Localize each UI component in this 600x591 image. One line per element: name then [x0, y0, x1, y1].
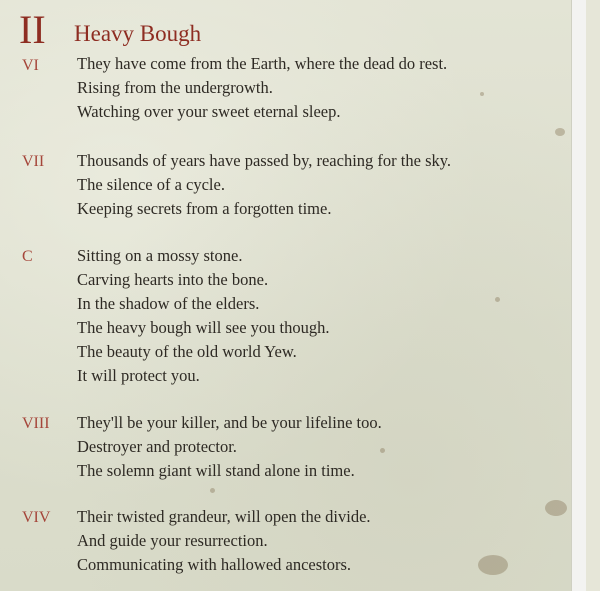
lyric-line: The heavy bough will see you though.	[77, 318, 330, 337]
lyric-line: The solemn giant will stand alone in time.	[77, 461, 355, 480]
lyric-line: In the shadow of the elders.	[77, 294, 260, 313]
stanza-text	[77, 149, 451, 221]
lyric-line: Carving hearts into the bone.	[77, 270, 269, 289]
stanza-label: VII	[22, 153, 45, 170]
lyric-line: Rising from the undergrowth.	[77, 78, 273, 97]
page-edge	[571, 0, 586, 591]
lyric-line: The silence of a cycle.	[77, 175, 225, 194]
lyric-line: Keeping secrets from a forgotten time.	[77, 199, 332, 218]
lyric-line: They'll be your killer, and be your lifeline too.	[77, 413, 382, 432]
stain-spot	[495, 297, 500, 302]
stain-spot	[210, 488, 215, 493]
stanza-text	[77, 244, 330, 388]
stanza-text	[77, 52, 447, 124]
lyric-line: Thousands of years have passed by, reaching for the sky.	[77, 151, 452, 170]
stanza-label: VIII	[22, 415, 50, 432]
lyric-line: Sitting on a mossy stone.	[77, 246, 243, 265]
lyric-line: And guide your resurrection.	[77, 531, 268, 550]
lyric-line: Their twisted grandeur, will open the divide.	[77, 507, 371, 526]
stanza-label: VIV	[22, 509, 51, 526]
section-number: II	[19, 7, 46, 52]
lyric-line: Watching over your sweet eternal sleep.	[77, 102, 341, 121]
stanza-text	[77, 505, 371, 577]
lyric-line: Communicating with hallowed ancestors.	[77, 555, 352, 574]
song-title: Heavy Bough	[74, 21, 202, 46]
lyric-line: It will protect you.	[77, 366, 200, 385]
stanza-label: VI	[22, 57, 39, 74]
stain-spot	[478, 555, 508, 575]
lyric-line: The beauty of the old world Yew.	[77, 342, 297, 361]
lyric-line: They have come from the Earth, where the dead do rest.	[77, 54, 448, 73]
stanza-text	[77, 411, 382, 483]
stain-spot	[545, 500, 567, 516]
lyric-line: Destroyer and protector.	[77, 437, 237, 456]
stanza-label: C	[22, 248, 33, 265]
stain-spot	[480, 92, 484, 96]
stain-spot	[555, 128, 565, 136]
